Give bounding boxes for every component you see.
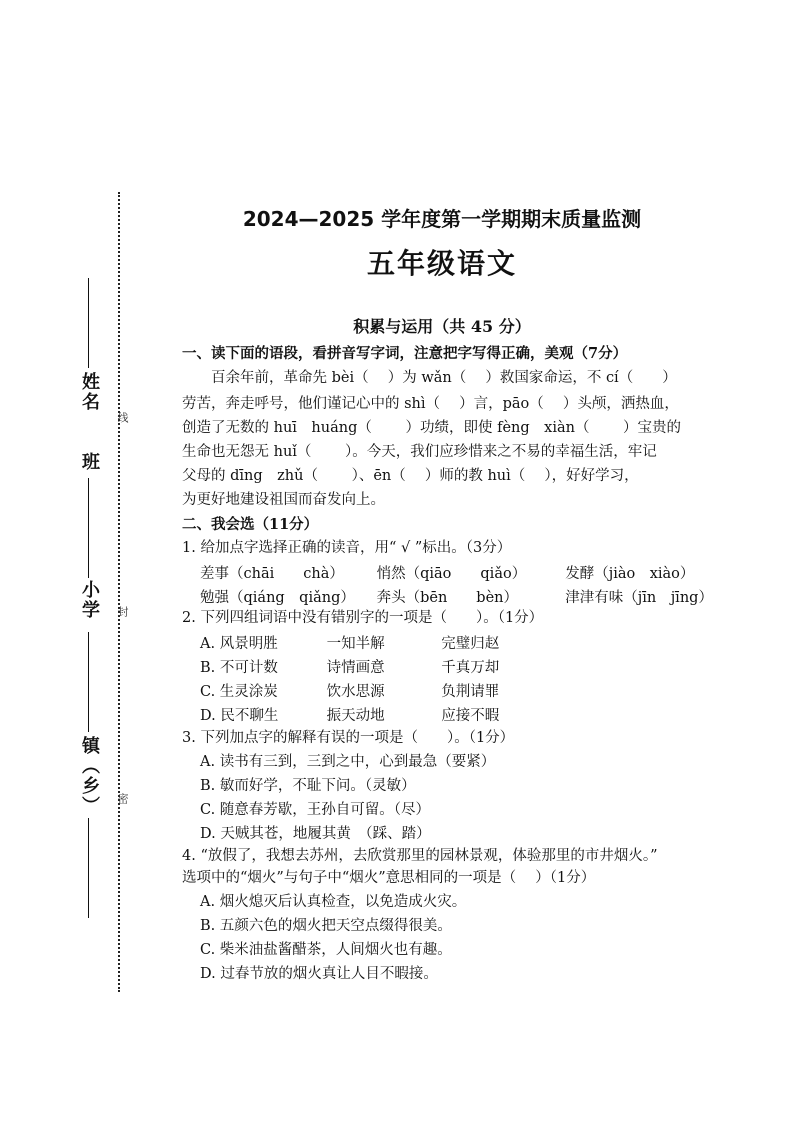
binding-mark-feng: 封 bbox=[116, 606, 129, 617]
town-blank-line bbox=[88, 818, 89, 918]
q2-2-stem: 2. 下列四组词语中没有错别字的一项是（ ）。（1分） bbox=[182, 610, 544, 626]
option-word: 饮水思源 bbox=[326, 684, 385, 700]
option-word: 应接不暇 bbox=[441, 708, 500, 724]
option-word: 诗情画意 bbox=[326, 660, 385, 676]
pinyin-choice: 发酵（jiào xiào） bbox=[565, 566, 695, 582]
q2-4-stem: 4. “放假了，我想去苏州，去欣赏那里的园林景观，体验那里的市井烟火。” bbox=[182, 848, 658, 864]
q1-line: 百余年前，革命先 bèi（ ）为 wǎn（ ）救国家命运，不 cí（ ） bbox=[182, 370, 677, 386]
q2-1-row bbox=[200, 586, 713, 607]
section-title: 积累与运用（共 45 分） bbox=[353, 317, 531, 336]
pinyin-choice: 津津有味（jīn jīng） bbox=[565, 590, 713, 606]
binding-dotted-line bbox=[118, 192, 120, 992]
q2-4-option: C. 柴米油盐酱醋茶，人间烟火也有趣。 bbox=[200, 942, 452, 958]
class-label: 班 bbox=[79, 452, 100, 472]
option-word: 千真万却 bbox=[441, 660, 500, 676]
q1-line: 劳苦，奔走呼号，他们谨记心中的 shì（ ）言，pāo（ ）头颅，洒热血， bbox=[182, 396, 679, 412]
q2-4-stem2: 选项中的“烟火”与句子中“烟火”意思相同的一项是（ ）（1分） bbox=[182, 870, 596, 886]
class-blank-line bbox=[88, 478, 89, 578]
option-word: 振天动地 bbox=[326, 708, 385, 724]
town-label: 镇（乡） bbox=[79, 736, 100, 816]
pinyin-choice: 勉强（qiáng qiǎng） bbox=[200, 590, 355, 606]
exam-title: 2024—2025 学年度第一学期期末质量监测 bbox=[242, 207, 642, 231]
pinyin-choice: 奔头（bēn bèn） bbox=[376, 590, 519, 606]
q2-3-option: A. 读书有三到，三到之中，心到最急（要紧） bbox=[200, 754, 496, 770]
q2-1-stem: 1. 给加点字选择正确的读音，用“ √ ”标出。（3分） bbox=[182, 540, 512, 556]
q2-4-option: D. 过春节放的烟火真让人目不暇接。 bbox=[200, 966, 438, 982]
name-label: 姓名 bbox=[79, 372, 100, 412]
q2-2-option bbox=[200, 656, 499, 677]
q1-line: 创造了无数的 huī huáng（ ）功绩，即使 fèng xiàn（ ）宝贵的 bbox=[182, 420, 682, 436]
option-word: C. 生灵涂炭 bbox=[200, 684, 278, 700]
q2-heading: 二、我会选（11分） bbox=[182, 516, 319, 533]
exam-subject: 五年级语文 bbox=[366, 247, 517, 280]
q1-line: 父母的 dīng zhǔ（ ）、ēn（ ）师的教 huì（ ），好好学习， bbox=[182, 468, 639, 484]
option-word: 一知半解 bbox=[326, 636, 385, 652]
pinyin-choice: 悄然（qiāo qiǎo） bbox=[376, 566, 527, 582]
binding-mark-xian: 线 bbox=[116, 412, 129, 423]
q2-4-option: B. 五颜六色的烟火把天空点缀得很美。 bbox=[200, 918, 452, 934]
school-blank-line bbox=[88, 632, 89, 732]
q2-2-option bbox=[200, 632, 499, 653]
q1-line: 生命也无怨无 huǐ（ ）。今天，我们应珍惜来之不易的幸福生活，牢记 bbox=[182, 444, 657, 460]
option-word: 负荆请罪 bbox=[441, 684, 500, 700]
q2-3-option: B. 敏而好学，不耻下问。（灵敏） bbox=[200, 778, 416, 794]
q2-3-option: D. 天贼其苍，地履其黄 （踩、踏） bbox=[200, 826, 431, 842]
q2-3-option: C. 随意春芳歇，王孙自可留。（尽） bbox=[200, 802, 431, 818]
q2-1-row bbox=[200, 562, 694, 583]
q2-4-option: A. 烟火熄灭后认真检查，以免造成火灾。 bbox=[200, 894, 467, 910]
binding-mark-mi: 密 bbox=[116, 793, 129, 804]
pinyin-choice: 差事（chāi chà） bbox=[200, 566, 344, 582]
q1-line: 为更好地建设祖国而奋发向上。 bbox=[182, 492, 385, 508]
q1-heading: 一、读下面的语段，看拼音写字词，注意把字写得正确，美观（7分） bbox=[182, 345, 628, 362]
option-word: D. 民不聊生 bbox=[200, 708, 279, 724]
option-word: 完璧归赵 bbox=[441, 636, 500, 652]
q2-2-option bbox=[200, 704, 499, 725]
option-word: B. 不可计数 bbox=[200, 660, 278, 676]
school-label: 小学 bbox=[79, 580, 100, 620]
option-word: A. 风景明胜 bbox=[200, 636, 278, 652]
q2-3-stem: 3. 下列加点字的解释有误的一项是（ ）。（1分） bbox=[182, 730, 515, 746]
q2-2-option bbox=[200, 680, 499, 701]
